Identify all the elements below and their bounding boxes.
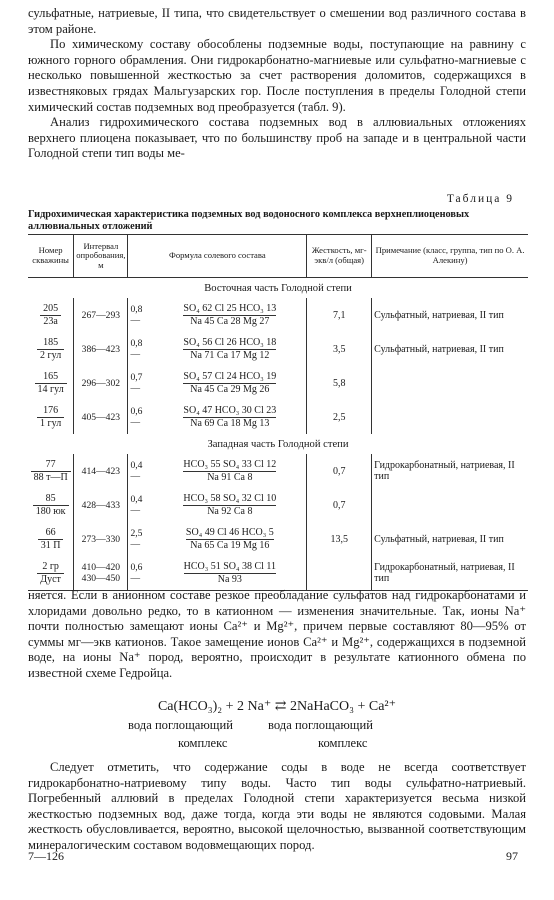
table-row (28, 522, 528, 556)
signature-mark: 7—126 (28, 849, 64, 863)
hardness-cell: 13,5 (307, 522, 372, 556)
well-name: 14 гул (37, 383, 64, 395)
mineralization-cell: 0,6— (128, 556, 154, 591)
table-row (28, 454, 528, 488)
mineralization-cell: 0,6— (128, 400, 154, 434)
well-cell (28, 400, 74, 434)
note-cell (372, 366, 528, 400)
formula-cell (153, 332, 306, 366)
formula-anions: SO₄ 56 Cl 26 HCO₃ 18 (183, 336, 277, 348)
well-name: 23а (43, 315, 58, 327)
well-name: Дуст (40, 573, 61, 585)
well-cell (28, 488, 74, 522)
header-hardness: Жесткость, мг-экв/л (общая) (307, 235, 372, 278)
well-cell (28, 332, 74, 366)
well-number: 165 (35, 371, 67, 384)
formula-anions: HCO₃ 58 SO₄ 32 Cl 10 (183, 492, 277, 504)
table-row (28, 488, 528, 522)
formula-cations: Na 45 Ca 28 Mg 27 (190, 315, 270, 327)
table-header-row (28, 235, 528, 278)
interval-cell: 267—293 (74, 298, 128, 332)
table-label: Таблица 9 (446, 193, 514, 205)
hardness-cell (307, 556, 372, 591)
equation-formula: Ca(HCO₃)₂ + 2 Na⁺ ⇄ 2NaHaCO₃ + Ca²⁺ (157, 699, 397, 714)
hardness-cell: 0,7 (307, 454, 372, 488)
equation-label-right: вода поглощающий (268, 718, 373, 732)
mineralization-cell: 2,5— (128, 522, 154, 556)
paragraph-1: сульфатные, натриевые, II типа, что свидетельствует о смешении вод различного состава в этом районе. (28, 6, 526, 36)
mineralization-cell: 0,4— (128, 488, 154, 522)
formula-cell (153, 522, 306, 556)
well-name: 2 гул (40, 349, 62, 361)
formula-anions: HCO₃ 51 SO₄ 38 Cl 11 (183, 560, 277, 572)
mineralization-cell: 0,4— (128, 454, 154, 488)
formula-anions: HCO₃ 55 SO₄ 33 Cl 12 (183, 458, 277, 470)
well-cell (28, 454, 74, 488)
note-cell (372, 488, 528, 522)
interval-cell: 428—433 (74, 488, 128, 522)
note-cell: Гидрокарбонатный, натриевая, II тип (372, 454, 528, 488)
hardness-cell: 7,1 (307, 298, 372, 332)
interval-cell: 414—423 (74, 454, 128, 488)
header-note: Примечание (класс, группа, тип по О. А. Алекину) (372, 235, 528, 278)
well-cell (28, 298, 74, 332)
hydrochemical-table (28, 234, 528, 593)
interval-cell: 386—423 (74, 332, 128, 366)
formula-cations: Na 91 Ca 8 (207, 471, 253, 483)
hardness-cell: 5,8 (307, 366, 372, 400)
note-cell: Сульфатный, натриевая, II тип (372, 332, 528, 366)
equation-sub-right: комплекс (318, 736, 368, 750)
well-name: 88 т—П (33, 471, 68, 483)
equation-sub-left: комплекс (178, 736, 228, 750)
note-cell: Сульфатный, натриевая, II тип (372, 298, 528, 332)
page-number: 97 (506, 849, 518, 863)
table-row (28, 332, 528, 366)
header-well: Номер скважины (28, 235, 74, 278)
formula-cell (153, 366, 306, 400)
interval-cell: 273—330 (74, 522, 128, 556)
well-number: 2 гр (37, 561, 64, 574)
equation-label-left: вода поглощающий (128, 718, 233, 732)
table-row (28, 400, 528, 434)
hardness-cell: 0,7 (307, 488, 372, 522)
well-name: 1 гул (40, 417, 62, 429)
hardness-cell: 2,5 (307, 400, 372, 434)
hardness-cell: 3,5 (307, 332, 372, 366)
formula-cations: Na 45 Ca 29 Mg 26 (190, 383, 270, 395)
formula-cell (153, 400, 306, 434)
note-cell (372, 400, 528, 434)
well-name: 180 юк (35, 505, 66, 517)
paragraph-3: Анализ гидрохимического состава подземных вод в аллювиальных отложениях верхнего плиоцена показывает, что по большинству проб на западе и в центральной части Голодной степи тип воды ме- (28, 115, 526, 161)
table-body (28, 278, 528, 594)
top-text-block (28, 6, 526, 162)
well-number: 77 (31, 459, 71, 472)
formula-cell (153, 454, 306, 488)
formula-cell (153, 298, 306, 332)
formula-cations: Na 69 Ca 18 Mg 13 (190, 417, 270, 429)
table-title: Гидрохимическая характеристика подземных вод водоносного комплекса верхнеплиоценовых аллювиальных отложений (28, 209, 470, 232)
formula-anions: SO₄ 57 Cl 24 HCO₃ 19 (183, 370, 277, 382)
note-cell: Гидрокарбонатный, натриевая, II тип (372, 556, 528, 591)
well-cell (28, 366, 74, 400)
well-cell (28, 522, 74, 556)
formula-cell (153, 556, 306, 591)
formula-anions: SO₄ 49 Cl 46 HCO₃ 5 (185, 526, 274, 538)
bottom-text: няется. Если в анионном составе резкое преобладание сульфатов над гидрокарбонатами и хлоридами довольно редко, то в катионном — изменения значительные. Так, ионы Na⁺ почти полностью замещают ионы Ca²⁺ и Mg²⁺, причем первые составляют 80—95% от суммы мг—экв катионов. Такое замещение ионов Ca²⁺ и Mg²⁺, содержащихся в подземной воде, на ионы Na⁺ пород, вероятно, происходит в результате катионного обмена по известной схеме Гедройца. (28, 588, 526, 680)
table-row (28, 366, 528, 400)
section-title: Восточная часть Голодной степи (204, 282, 352, 294)
formula-cations: Na 71 Ca 17 Mg 12 (190, 349, 270, 361)
interval-cell: 296—302 (74, 366, 128, 400)
table-row (28, 298, 528, 332)
well-number: 205 (40, 303, 61, 316)
mineralization-cell: 0,7— (128, 366, 154, 400)
well-number: 185 (37, 337, 64, 350)
formula-cell (153, 488, 306, 522)
interval-cell: 405—423 (74, 400, 128, 434)
header-formula: Формула солевого состава (128, 235, 307, 278)
section-title: Западная часть Голодной степи (207, 438, 349, 450)
mineralization-cell: 0,8— (128, 298, 154, 332)
formula-cations: Na 65 Ca 19 Mg 16 (190, 539, 270, 551)
final-text: Следует отметить, что содержание соды в воде не всегда соответствует гидрокарбонатно-натриевому типу воды. Часто тип воды сульфатно-натриевый. Погребенный аллювий в пределах Голодной степи характеризуется весьма низкой жесткостью подземных вод, даже тогда, когда эти воды не являются содовыми. Малая жесткость обусловливается, вероятно, высокой щелочностью, вызванной соответствующим минералогическим составом водовмещающих пород. (28, 760, 526, 852)
formula-anions: SO₄ 62 Cl 25 HCO₃ 13 (183, 302, 277, 314)
well-cell (28, 556, 74, 591)
well-number: 66 (38, 527, 64, 540)
mineralization-cell: 0,8— (128, 332, 154, 366)
header-interval: Интервал опробования, м (74, 235, 128, 278)
paragraph-2: По химическому составу обособлены подземные воды, поступающие на равнину с южного горного обрамления. Они гидрокарбонатно-магниевые или сульфатно-магниевые с несколько повышенной жесткостью за счет растворения доломитов, содержащихся в известняковых грядах Мальгузарских гор. После поступления в пределы Голодной степи химический состав подземных вод преобразуется (табл. 9). (28, 37, 526, 114)
formula-cations: Na 93 (217, 573, 242, 585)
well-number: 176 (37, 405, 64, 418)
section-row (28, 434, 528, 454)
interval-cell: 410—420 430—450 (74, 556, 128, 591)
note-cell: Сульфатный, натриевая, II тип (372, 522, 528, 556)
formula-cations: Na 92 Ca 8 (207, 505, 253, 517)
section-row (28, 278, 528, 299)
well-number: 85 (33, 493, 69, 506)
formula-anions: SO₄ 47 HCO₃ 30 Cl 23 (183, 404, 277, 416)
table-row (28, 556, 528, 591)
well-name: 31 П (40, 539, 61, 551)
